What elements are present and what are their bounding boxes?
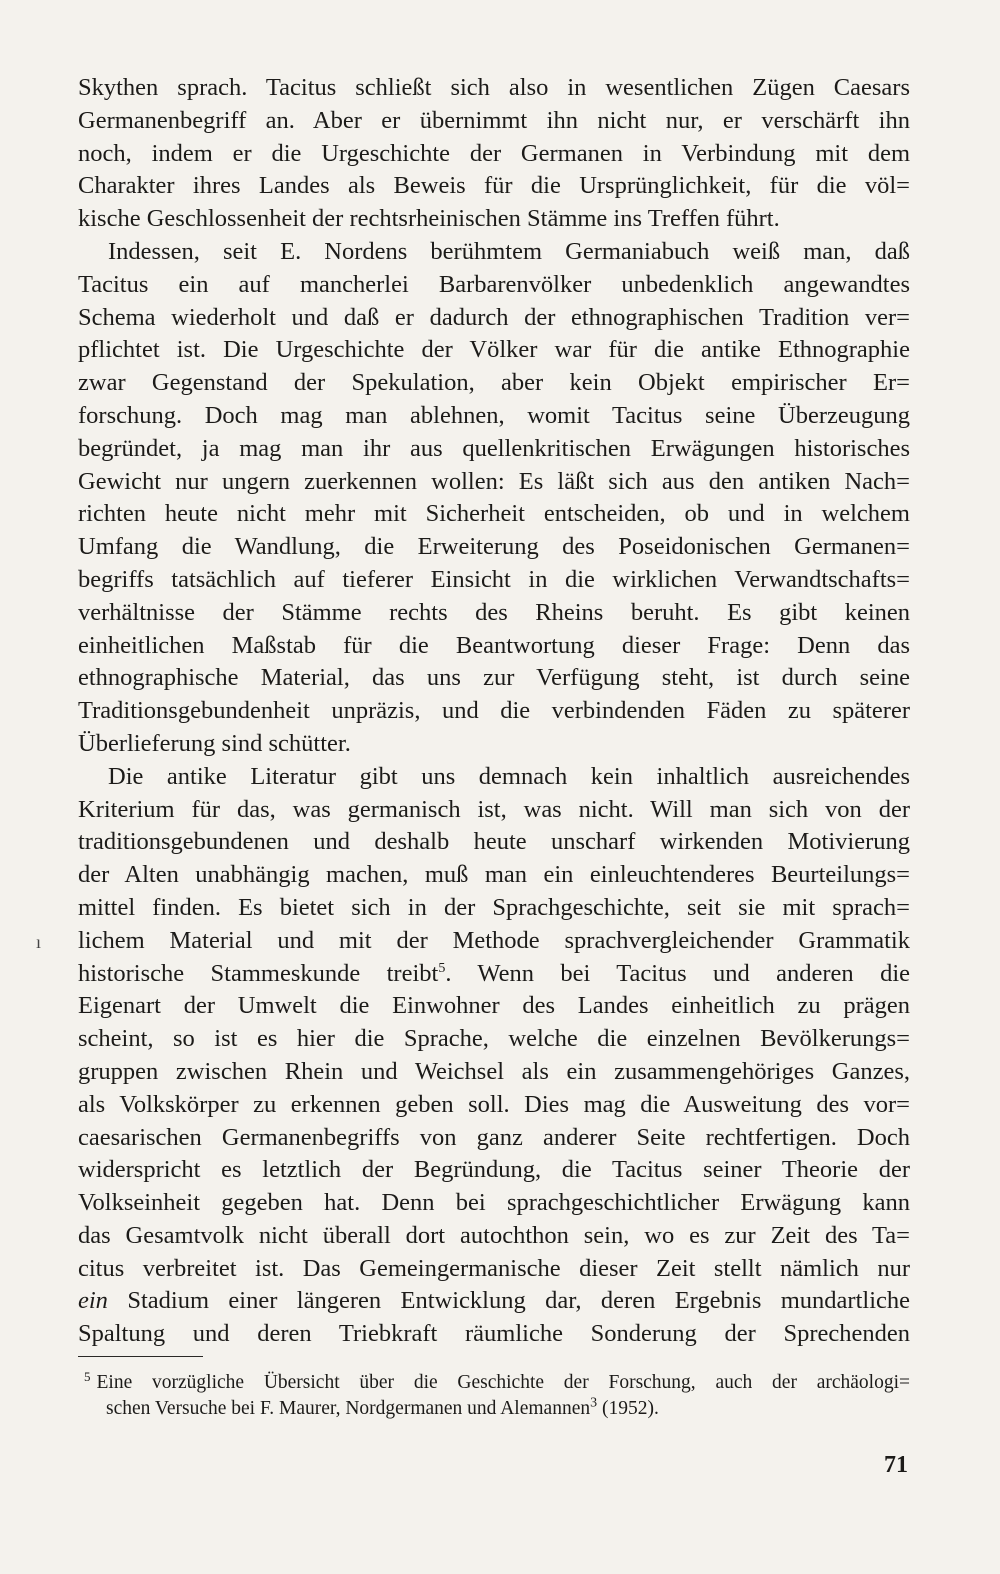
body-line: kische Geschlossenheit der rechtsrheinischen Stämme ins Treffen führt. <box>78 205 780 233</box>
body-line-text: Stadium einer längeren Entwicklung dar, deren Ergebnis mundartliche <box>127 1287 911 1315</box>
body-line: der Alten unabhängig machen, muß man ein einleuchtenderes Beurteilungs= <box>78 861 910 889</box>
body-line: Germanenbegriff an. Aber er übernimmt ihn nicht nur, er verschärft ihn <box>78 106 910 134</box>
body-line: einheitlichen Maßstab für die Beantwortung dieser Frage: Denn das <box>78 631 910 659</box>
body-line <box>78 1285 910 1318</box>
body-line: begriffs tatsächlich auf tieferer Einsicht in die wirklichen Verwandtschafts= <box>78 565 910 593</box>
footnote-reference: 5 <box>438 960 446 976</box>
body-line: mittel finden. Es bietet sich in der Sprachgeschichte, seit sie mit sprach= <box>78 893 910 921</box>
footnote-superscript: 3 <box>590 1395 598 1411</box>
body-line: traditionsgebundenen und deshalb heute unscharf wirkenden Motivierung <box>78 828 910 856</box>
body-line: Traditionsgebundenheit unpräzis, und die verbindenden Fäden zu späterer <box>78 697 910 725</box>
body-line: widerspricht es letztlich der Begründung, die Tacitus seiner Theorie der <box>78 1156 910 1184</box>
body-line: Eigenart der Umwelt die Einwohner des Landes einheitlich zu prägen <box>78 992 910 1020</box>
footnote-marker: 5 <box>84 1368 91 1384</box>
body-line: scheint, so ist es hier die Sprache, welche die einzelnen Bevölkerungs= <box>78 1025 910 1053</box>
body-line: Tacitus ein auf mancherlei Barbarenvölker unbedenklich angewandtes <box>78 270 910 298</box>
body-line <box>78 958 910 991</box>
body-line: begründet, ja mag man ihr aus quellenkritischen Erwägungen historisches <box>78 434 910 462</box>
footnote-text: schen Versuche bei F. Maurer, Nordgermanen und Alemannen <box>106 1398 591 1419</box>
body-line: noch, indem er die Urgeschichte der Germanen in Verbindung mit dem <box>78 139 910 167</box>
body-line: verhältnisse der Stämme rechts des Rheins beruht. Es gibt keinen <box>78 598 910 626</box>
body-line: ethnographische Material, das uns zur Verfügung steht, ist durch seine <box>78 664 910 692</box>
body-line: gruppen zwischen Rhein und Weichsel als ein zusammengehöriges Ganzes, <box>78 1057 910 1085</box>
body-line-text: historische Stammeskunde treibt <box>78 959 439 987</box>
body-line: Schema wiederholt und daß er dadurch der ethnographischen Tradition ver= <box>78 303 910 331</box>
body-line: citus verbreitet ist. Das Gemeingermanische dieser Zeit stellt nämlich nur <box>78 1254 910 1282</box>
footnote-text: (1952). <box>597 1398 659 1419</box>
body-line: Charakter ihres Landes als Beweis für die Ursprünglichkeit, für die völ= <box>78 172 910 200</box>
footnotes <box>84 1370 910 1422</box>
body-line: Skythen sprach. Tacitus schließt sich also in wesentlichen Zügen Caesars <box>78 74 910 101</box>
body-line: das Gesamtvolk nicht überall dort autochthon sein, wo es zur Zeit des Ta= <box>78 1221 910 1249</box>
body-line: als Volkskörper zu erkennen geben soll. Dies mag die Ausweitung des vor= <box>78 1090 910 1118</box>
body-line: lichem Material und mit der Methode sprachvergleichender Grammatik <box>78 926 910 954</box>
body-line: Volkseinheit gegeben hat. Denn bei sprachgeschichtlicher Erwägung kann <box>78 1189 910 1217</box>
footnote-line <box>84 1396 910 1422</box>
footnote-text: Eine vorzügliche Übersicht über die Geschichte der Forschung, auch der archäologi= <box>96 1372 910 1393</box>
body-line: Überlieferung sind schütter. <box>78 729 351 757</box>
body-line: caesarischen Germanenbegriffs von ganz anderer Seite rechtfertigen. Doch <box>78 1123 910 1151</box>
body-line: Spaltung und deren Triebkraft räumliche Sonderung der Sprechenden <box>78 1320 910 1348</box>
body-line: richten heute nicht mehr mit Sicherheit entscheiden, ob und in welchem <box>78 500 910 528</box>
body-line: zwar Gegenstand der Spekulation, aber kein Objekt empirischer Er= <box>78 369 910 397</box>
body-line: Die antike Literatur gibt uns demnach kein inhaltlich ausreichendes <box>108 762 910 790</box>
footnote-divider <box>78 1356 203 1357</box>
body-line: Gewicht nur ungern zuerkennen wollen: Es läßt sich aus den antiken Nach= <box>78 467 910 495</box>
page-number: 71 <box>884 1452 908 1478</box>
body-line: pflichtet ist. Die Urgeschichte der Völker war für die antike Ethnographie <box>78 336 910 364</box>
body-line: forschung. Doch mag man ablehnen, womit Tacitus seine Überzeugung <box>78 401 910 429</box>
margin-mark: ı <box>36 932 42 952</box>
emphasis-text: ein <box>78 1287 108 1315</box>
body-text <box>78 72 910 1351</box>
body-line: Kriterium für das, was germanisch ist, was nicht. Will man sich von der <box>78 795 910 823</box>
body-line: Indessen, seit E. Nordens berühmtem Germaniabuch weiß man, daß <box>108 237 910 265</box>
body-line: Umfang die Wandlung, die Erweiterung des Poseidonischen Germanen= <box>78 533 910 561</box>
footnote-line <box>84 1370 910 1396</box>
body-line-text: . Wenn bei Tacitus und anderen die <box>445 959 910 987</box>
